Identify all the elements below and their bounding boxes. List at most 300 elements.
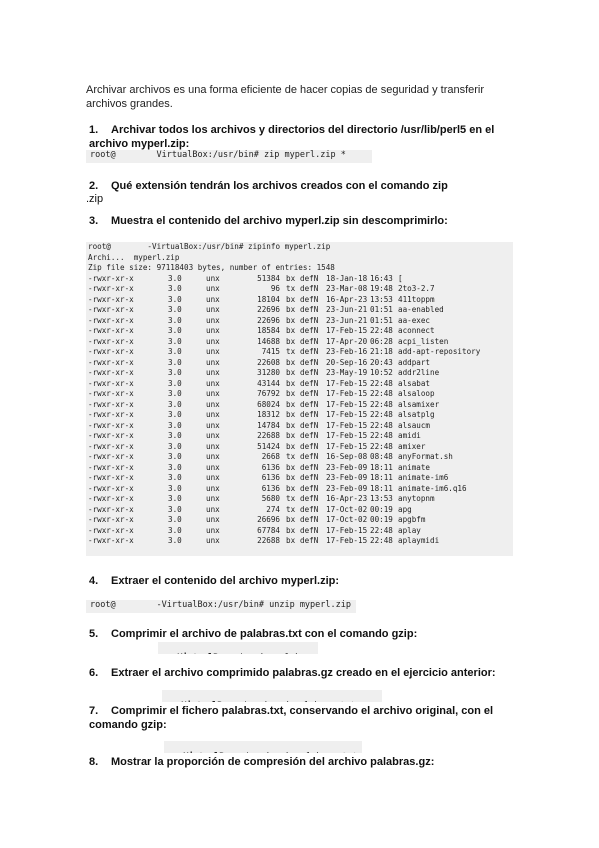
listing-cell-filename: aplaymidi (398, 536, 440, 545)
listing-row (88, 326, 480, 337)
listing-cell-compression: defN (300, 294, 319, 304)
listing-cell-os: unx (206, 452, 220, 461)
listing-cell-os: unx (206, 294, 220, 304)
listing-cell-size: 31280 (257, 368, 280, 377)
listing-cell-filename: amixer (398, 441, 426, 451)
listing-cell-filename: anyFormat.sh (398, 452, 453, 461)
listing-cell-file-type: bx (286, 357, 296, 367)
listing-cell-compression: defN (300, 305, 319, 314)
listing-cell-date: 16-Apr-23 (326, 494, 368, 503)
listing-row (88, 431, 480, 442)
listing-cell-permissions: -rwxr-xr-x (88, 305, 134, 314)
listing-cell-compression: defN (300, 326, 319, 335)
listing-cell-time: 13:53 (370, 494, 393, 503)
listing-cell-file-type: bx (286, 294, 296, 304)
listing-row (88, 526, 480, 537)
listing-cell-os: unx (206, 357, 220, 367)
intro-paragraph: Archivar archivos es una forma eficiente de hacer copias de seguridad y transferir archivos grandes. (86, 84, 485, 110)
listing-cell-permissions: -rwxr-xr-x (88, 347, 134, 356)
question-3 (89, 214, 509, 228)
listing-cell-size: 51424 (257, 441, 280, 451)
listing-cell-size: 14784 (257, 420, 280, 430)
listing-row (88, 400, 480, 411)
listing-cell-file-type: bx (286, 336, 296, 346)
listing-row (88, 494, 480, 505)
listing-cell-compression: defN (300, 483, 319, 493)
listing-cell-date: 23-Feb-16 (326, 347, 368, 356)
listing-cell-filename: animate-im6.q16 (398, 483, 467, 493)
listing-cell-time: 22:48 (370, 431, 393, 440)
listing-cell-version: 3.0 (168, 389, 182, 398)
listing-cell-filename: alsaloop (398, 389, 435, 398)
listing-cell-size: 274 (266, 504, 280, 514)
listing-cell-os: unx (206, 494, 220, 503)
terminal-snippet-q5 (158, 642, 318, 654)
listing-cell-version: 3.0 (168, 305, 182, 314)
listing-cell-date: 23-Feb-09 (326, 473, 368, 482)
listing-row (88, 347, 480, 358)
listing-cell-permissions: -rwxr-xr-x (88, 368, 134, 377)
listing-cell-os: unx (206, 473, 220, 482)
listing-cell-os: unx (206, 389, 220, 398)
listing-cell-time: 18:11 (370, 483, 393, 493)
listing-cell-file-type: bx (286, 536, 296, 545)
listing-row (88, 274, 480, 285)
listing-cell-version: 3.0 (168, 326, 182, 335)
terminal-snippet-q4: root@ -VirtualBox:/usr/bin# unzip myperl.zip (86, 600, 356, 613)
listing-cell-size: 6136 (261, 483, 280, 493)
listing-cell-permissions: -rwxr-xr-x (88, 357, 134, 367)
terminal-command (248, 701, 371, 702)
listing-cell-size: 18584 (257, 326, 280, 335)
listing-cell-size: 2668 (261, 452, 280, 461)
listing-cell-filename: apg (398, 504, 412, 514)
listing-cell-size: 22688 (257, 431, 280, 440)
listing-cell-os: unx (206, 284, 220, 293)
terminal-command (244, 653, 318, 654)
listing-cell-permissions: -rwxr-xr-x (88, 378, 134, 388)
listing-cell-permissions: -rwxr-xr-x (88, 315, 134, 325)
listing-cell-time: 22:48 (370, 441, 393, 451)
listing-cell-permissions: -rwxr-xr-x (88, 294, 134, 304)
question-number: 3. (89, 215, 99, 227)
question-5 (89, 627, 509, 641)
listing-cell-compression: defN (300, 441, 319, 451)
listing-row (88, 284, 480, 295)
listing-cell-filename: alsamixer (398, 399, 440, 409)
listing-cell-date: 23-May-19 (326, 368, 368, 377)
listing-cell-filename: aa-exec (398, 315, 431, 325)
listing-cell-permissions: -rwxr-xr-x (88, 525, 134, 535)
listing-cell-compression: defN (300, 515, 319, 524)
listing-cell-file-type: bx (286, 273, 296, 283)
listing-cell-compression: defN (300, 462, 319, 472)
listing-cell-permissions: -rwxr-xr-x (88, 504, 134, 514)
listing-cell-version: 3.0 (168, 399, 182, 409)
listing-cell-size: 22696 (257, 305, 280, 314)
question-6 (89, 666, 509, 680)
listing-row (88, 484, 480, 495)
listing-cell-os: unx (206, 525, 220, 535)
listing-cell-file-type: tx (286, 504, 296, 514)
zipinfo-terminal-output (86, 242, 513, 556)
listing-cell-filename: [ (398, 273, 403, 283)
listing-cell-file-type: bx (286, 431, 296, 440)
question-number: 7. (89, 705, 99, 717)
answer-q2: .zip (86, 193, 104, 205)
listing-cell-permissions: -rwxr-xr-x (88, 284, 134, 293)
listing-row (88, 505, 480, 516)
listing-cell-permissions: -rwxr-xr-x (88, 473, 134, 482)
listing-cell-permissions: -rwxr-xr-x (88, 452, 134, 461)
listing-cell-time: 22:48 (370, 525, 393, 535)
question-number: 5. (89, 628, 99, 640)
listing-cell-compression: defN (300, 410, 319, 419)
listing-cell-time: 00:19 (370, 504, 393, 514)
listing-cell-permissions: -rwxr-xr-x (88, 410, 134, 419)
question-text: Extraer el archivo comprimido palabras.gz creado en el ejercicio anterior: (111, 667, 496, 679)
listing-row (88, 515, 480, 526)
listing-cell-os: unx (206, 378, 220, 388)
listing-cell-size: 6136 (261, 473, 280, 482)
listing-cell-file-type: tx (286, 284, 296, 293)
listing-cell-date: 17-Oct-02 (326, 504, 368, 514)
listing-cell-compression: defN (300, 494, 319, 503)
listing-cell-version: 3.0 (168, 515, 182, 524)
listing-cell-compression: defN (300, 504, 319, 514)
question-number: 4. (89, 575, 99, 587)
listing-cell-compression: defN (300, 399, 319, 409)
listing-cell-compression: defN (300, 378, 319, 388)
listing-cell-permissions: -rwxr-xr-x (88, 462, 134, 472)
listing-cell-version: 3.0 (168, 441, 182, 451)
listing-cell-version: 3.0 (168, 525, 182, 535)
listing-cell-compression: defN (300, 525, 319, 535)
listing-cell-time: 06:28 (370, 336, 393, 346)
listing-cell-time: 22:48 (370, 326, 393, 335)
listing-cell-compression: defN (300, 357, 319, 367)
listing-cell-file-type: bx (286, 378, 296, 388)
listing-cell-version: 3.0 (168, 315, 182, 325)
listing-cell-os: unx (206, 347, 220, 356)
listing-cell-size: 22688 (257, 536, 280, 545)
listing-cell-compression: defN (300, 315, 319, 325)
listing-cell-size: 18312 (257, 410, 280, 419)
listing-row (88, 442, 480, 453)
listing-cell-permissions: -rwxr-xr-x (88, 273, 134, 283)
terminal-prompt (176, 701, 248, 702)
listing-cell-os: unx (206, 305, 220, 314)
listing-cell-filename: addpart (398, 357, 431, 367)
terminal-snippet-q7 (164, 741, 362, 753)
listing-cell-date: 17-Feb-15 (326, 378, 368, 388)
listing-cell-os: unx (206, 336, 220, 346)
listing-cell-size: 7415 (261, 347, 280, 356)
listing-cell-file-type: bx (286, 315, 296, 325)
listing-row (88, 316, 480, 327)
question-text: Muestra el contenido del archivo myperl.zip sin descomprimirlo: (111, 215, 448, 227)
listing-cell-size: 26696 (257, 515, 280, 524)
listing-cell-permissions: -rwxr-xr-x (88, 399, 134, 409)
listing-cell-version: 3.0 (168, 462, 182, 472)
listing-cell-filename: amidi (398, 431, 421, 440)
listing-cell-version: 3.0 (168, 473, 182, 482)
listing-row (88, 337, 480, 348)
listing-cell-version: 3.0 (168, 357, 182, 367)
listing-cell-time: 21:18 (370, 347, 393, 356)
listing-cell-version: 3.0 (168, 284, 182, 293)
listing-cell-os: unx (206, 326, 220, 335)
listing-cell-date: 16-Sep-08 (326, 452, 368, 461)
listing-row (88, 305, 480, 316)
listing-cell-filename: alsaucm (398, 420, 431, 430)
listing-cell-file-type: bx (286, 473, 296, 482)
listing-cell-filename: anytopnm (398, 494, 435, 503)
listing-cell-size: 22608 (257, 357, 280, 367)
listing-cell-time: 22:48 (370, 378, 393, 388)
listing-cell-version: 3.0 (168, 336, 182, 346)
listing-cell-file-type: tx (286, 347, 296, 356)
listing-cell-file-type: bx (286, 515, 296, 524)
listing-cell-version: 3.0 (168, 378, 182, 388)
listing-header-line: Zip file size: 97118403 bytes, number of entries: 1548 (88, 263, 335, 272)
listing-cell-time: 22:48 (370, 410, 393, 419)
listing-cell-time: 18:11 (370, 462, 393, 472)
listing-cell-date: 23-Feb-09 (326, 462, 368, 472)
question-2 (89, 179, 509, 193)
question-1 (89, 123, 509, 151)
listing-cell-filename: 411toppm (398, 294, 435, 304)
listing-cell-file-type: bx (286, 462, 296, 472)
question-text: Mostrar la proporción de compresión del archivo palabras.gz: (111, 756, 435, 768)
terminal-snippet-q1: root@ VirtualBox:/usr/bin# zip myperl.zip * (86, 150, 372, 163)
question-number: 6. (89, 667, 99, 679)
terminal-snippet-q6 (162, 690, 382, 702)
listing-cell-permissions: -rwxr-xr-x (88, 431, 134, 440)
listing-cell-compression: defN (300, 389, 319, 398)
listing-cell-file-type: bx (286, 326, 296, 335)
terminal-prompt (172, 653, 244, 654)
listing-cell-file-type: bx (286, 525, 296, 535)
listing-cell-file-type: bx (286, 399, 296, 409)
listing-cell-date: 17-Feb-15 (326, 536, 368, 545)
listing-cell-filename: aa-enabled (398, 305, 444, 314)
listing-cell-os: unx (206, 431, 220, 440)
listing-cell-version: 3.0 (168, 420, 182, 430)
listing-cell-compression: defN (300, 452, 319, 461)
listing-cell-date: 18-Jan-18 (326, 273, 368, 283)
listing-cell-size: 67784 (257, 525, 280, 535)
question-text: Comprimir el archivo de palabras.txt con el comando gzip: (111, 628, 418, 640)
listing-cell-time: 22:48 (370, 389, 393, 398)
listing-cell-filename: add-apt-repository (398, 347, 481, 356)
listing-cell-time: 01:51 (370, 305, 393, 314)
listing-row (88, 536, 480, 547)
listing-cell-permissions: -rwxr-xr-x (88, 336, 134, 346)
listing-cell-filename: aplay (398, 525, 421, 535)
listing-cell-permissions: -rwxr-xr-x (88, 515, 134, 524)
listing-cell-date: 17-Feb-15 (326, 431, 368, 440)
listing-cell-os: unx (206, 420, 220, 430)
listing-cell-version: 3.0 (168, 347, 182, 356)
question-text: Qué extensión tendrán los archivos creados con el comando zip (111, 180, 448, 192)
listing-cell-size: 5680 (261, 494, 280, 503)
listing-cell-filename: 2to3-2.7 (398, 284, 435, 293)
listing-cell-os: unx (206, 315, 220, 325)
question-text: Comprimir el fichero palabras.txt, conservando el archivo original, con el comando gzip: (89, 705, 494, 731)
listing-cell-version: 3.0 (168, 294, 182, 304)
listing-cell-os: unx (206, 504, 220, 514)
listing-cell-date: 17-Feb-15 (326, 525, 368, 535)
listing-cell-filename: apgbfm (398, 515, 426, 524)
listing-cell-permissions: -rwxr-xr-x (88, 441, 134, 451)
listing-cell-time: 22:48 (370, 536, 393, 545)
listing-cell-filename: acpi_listen (398, 336, 449, 346)
listing-cell-permissions: -rwxr-xr-x (88, 326, 134, 335)
listing-cell-filename: animate-im6 (398, 473, 449, 482)
listing-cell-version: 3.0 (168, 494, 182, 503)
listing-cell-compression: defN (300, 284, 319, 293)
listing-cell-time: 18:11 (370, 473, 393, 482)
listing-row (88, 295, 480, 306)
terminal-prompt (178, 752, 250, 753)
listing-header-line: root@ -VirtualBox:/usr/bin# zipinfo myperl.zip (88, 242, 331, 251)
listing-cell-date: 17-Feb-15 (326, 441, 368, 451)
listing-cell-os: unx (206, 441, 220, 451)
listing-cell-date: 17-Apr-20 (326, 336, 368, 346)
listing-cell-permissions: -rwxr-xr-x (88, 420, 134, 430)
listing-cell-permissions: -rwxr-xr-x (88, 483, 134, 493)
listing-cell-version: 3.0 (168, 431, 182, 440)
listing-cell-time: 16:43 (370, 273, 393, 283)
listing-cell-date: 17-Oct-02 (326, 515, 368, 524)
listing-cell-size: 68024 (257, 399, 280, 409)
question-4 (89, 574, 509, 588)
question-7 (89, 704, 509, 732)
listing-cell-os: unx (206, 273, 220, 283)
listing-cell-permissions: -rwxr-xr-x (88, 494, 134, 503)
listing-cell-filename: aconnect (398, 326, 435, 335)
listing-cell-file-type: bx (286, 389, 296, 398)
listing-cell-compression: defN (300, 347, 319, 356)
listing-cell-version: 3.0 (168, 273, 182, 283)
listing-cell-os: unx (206, 410, 220, 419)
listing-cell-compression: defN (300, 368, 319, 377)
listing-cell-os: unx (206, 462, 220, 472)
listing-cell-date: 23-Mar-08 (326, 284, 368, 293)
listing-cell-time: 10:52 (370, 368, 393, 377)
listing-cell-os: unx (206, 536, 220, 545)
listing-cell-date: 17-Feb-15 (326, 389, 368, 398)
question-number: 1. (89, 124, 99, 136)
listing-cell-version: 3.0 (168, 368, 182, 377)
listing-cell-os: unx (206, 483, 220, 493)
listing-cell-compression: defN (300, 536, 319, 545)
listing-row (88, 410, 480, 421)
listing-cell-size: 96 (270, 284, 280, 293)
listing-cell-file-type: bx (286, 305, 296, 314)
listing-cell-version: 3.0 (168, 483, 182, 493)
listing-row (88, 379, 480, 390)
listing-cell-date: 20-Sep-16 (326, 357, 368, 367)
listing-row (88, 473, 480, 484)
listing-row (88, 389, 480, 400)
listing-cell-date: 23-Feb-09 (326, 483, 368, 493)
listing-cell-version: 3.0 (168, 410, 182, 419)
listing-cell-date: 17-Feb-15 (326, 410, 368, 419)
listing-cell-time: 19:48 (370, 284, 393, 293)
listing-cell-filename: animate (398, 462, 431, 472)
listing-cell-compression: defN (300, 273, 319, 283)
listing-cell-file-type: tx (286, 452, 296, 461)
listing-cell-time: 20:43 (370, 357, 393, 367)
listing-cell-os: unx (206, 368, 220, 377)
listing-cell-time: 13:53 (370, 294, 393, 304)
listing-cell-filename: alsatplg (398, 410, 435, 419)
listing-cell-file-type: bx (286, 368, 296, 377)
listing-cell-time: 01:51 (370, 315, 393, 325)
listing-cell-permissions: -rwxr-xr-x (88, 536, 134, 545)
listing-cell-size: 51384 (257, 273, 280, 283)
listing-cell-date: 16-Apr-23 (326, 294, 368, 304)
listing-cell-permissions: -rwxr-xr-x (88, 389, 134, 398)
listing-cell-filename: addr2line (398, 368, 440, 377)
listing-cell-compression: defN (300, 431, 319, 440)
listing-cell-compression: defN (300, 420, 319, 430)
listing-cell-size: 6136 (261, 462, 280, 472)
listing-cell-file-type: bx (286, 441, 296, 451)
question-number: 8. (89, 756, 99, 768)
question-text: Extraer el contenido del archivo myperl.zip: (111, 575, 340, 587)
listing-row (88, 452, 480, 463)
question-8 (89, 755, 509, 769)
listing-cell-filename: alsabat (398, 378, 431, 388)
listing-cell-time: 00:19 (370, 515, 393, 524)
listing-row (88, 463, 480, 474)
listing-cell-file-type: bx (286, 420, 296, 430)
listing-cell-file-type: bx (286, 483, 296, 493)
listing-cell-date: 17-Feb-15 (326, 420, 368, 430)
listing-cell-compression: defN (300, 473, 319, 482)
listing-cell-compression: defN (300, 336, 319, 346)
listing-cell-size: 18104 (257, 294, 280, 304)
question-number: 2. (89, 180, 99, 192)
listing-cell-os: unx (206, 399, 220, 409)
question-text: Archivar todos los archivos y directorios del directorio /usr/lib/perl5 en el archivo myperl.zip: (89, 124, 495, 150)
listing-cell-os: unx (206, 515, 220, 524)
listing-cell-size: 14688 (257, 336, 280, 346)
listing-row (88, 358, 480, 369)
listing-cell-size: 43144 (257, 378, 280, 388)
terminal-command (250, 752, 357, 753)
listing-cell-date: 17-Feb-15 (326, 326, 368, 335)
listing-cell-version: 3.0 (168, 536, 182, 545)
listing-cell-time: 08:48 (370, 452, 393, 461)
listing-cell-time: 22:48 (370, 420, 393, 430)
listing-cell-size: 22696 (257, 315, 280, 325)
listing-cell-time: 22:48 (370, 399, 393, 409)
listing-cell-size: 76792 (257, 389, 280, 398)
listing-cell-date: 17-Feb-15 (326, 399, 368, 409)
listing-cell-file-type: tx (286, 494, 296, 503)
listing-cell-date: 23-Jun-21 (326, 305, 368, 314)
listing-cell-version: 3.0 (168, 504, 182, 514)
listing-row (88, 368, 480, 379)
listing-header-line: Archi... myperl.zip (88, 252, 180, 262)
listing-cell-version: 3.0 (168, 452, 182, 461)
listing-cell-date: 23-Jun-21 (326, 315, 368, 325)
listing-cell-file-type: bx (286, 410, 296, 419)
